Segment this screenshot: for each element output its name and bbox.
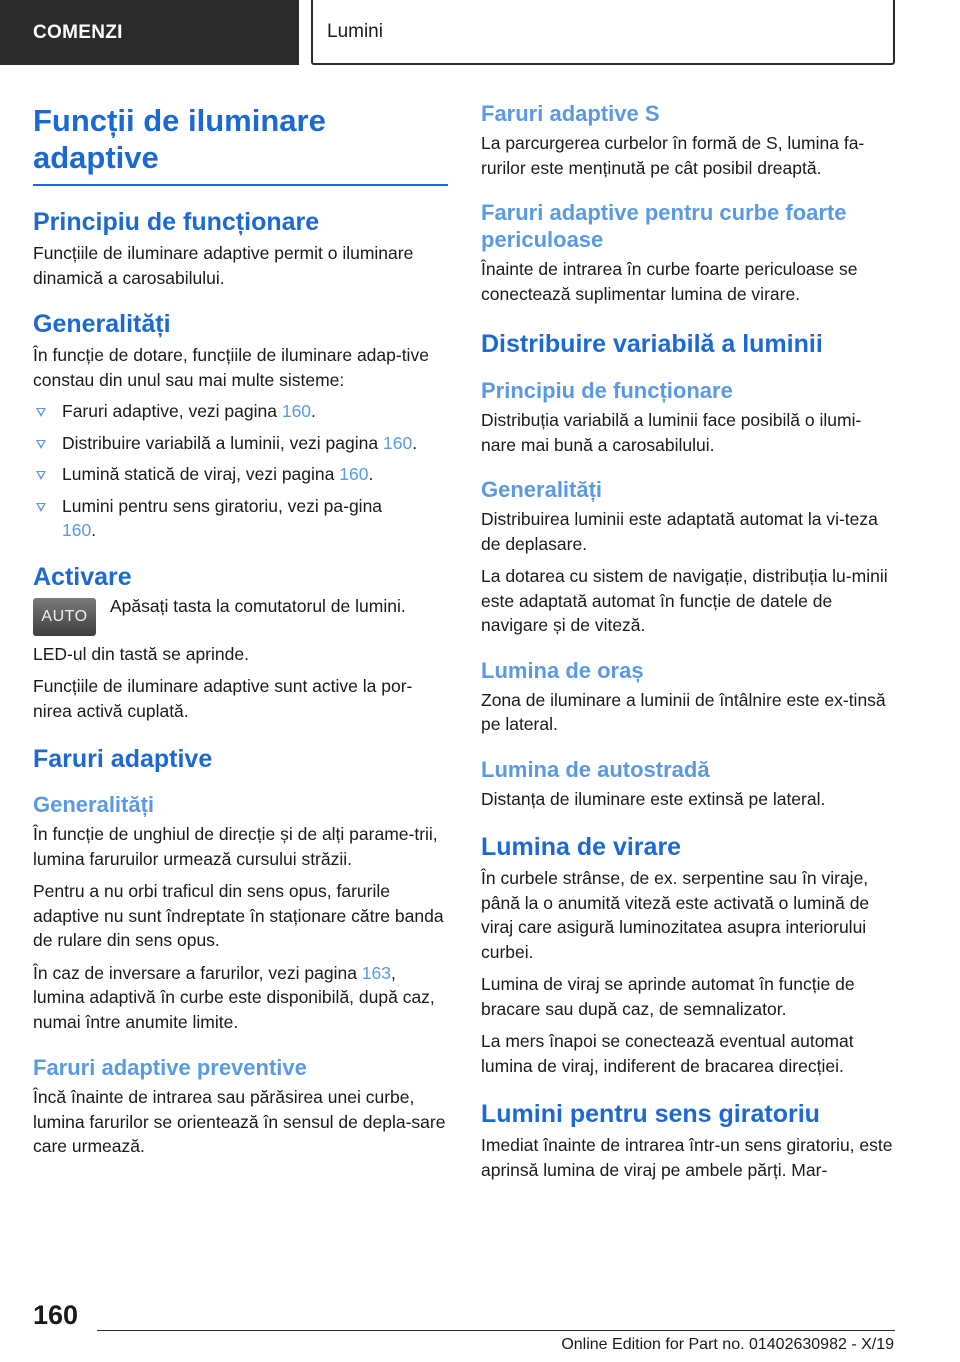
activare-heading: Activare — [33, 562, 132, 591]
page-number: 160 — [33, 1300, 79, 1330]
generalitati-text: În funcție de dotare, funcțiile de iluminare adap‐tive constau din unul sau mai multe sisteme: — [33, 345, 429, 390]
principiu-text: Funcțiile de iluminare adaptive permit o iluminare dinamică a carosabilului. — [33, 243, 414, 288]
distrib-gen-heading: Generalități — [481, 477, 603, 502]
faruri-gen-text2: Pentru a nu orbi traficul din sens opus, farurile adaptive nu sunt îndreptate în staționare către banda de rulare din sens opus. — [33, 881, 444, 950]
distrib-heading: Distribuire variabilă a luminii — [481, 330, 823, 358]
topic-tab — [311, 0, 895, 65]
giratoriu-text: Imediat înainte de intrarea într-un sens giratoriu, este aprinsă lumina de viraj pe ambele părți. Mar‐ — [481, 1135, 893, 1180]
section-tab — [0, 0, 299, 65]
autostrada-heading: Lumina de autostradă — [481, 756, 710, 782]
faruri-gen-heading: Generalități — [33, 792, 155, 817]
virare-heading: Lumina de virare — [481, 833, 682, 861]
triangle-bullet-icon — [36, 503, 46, 512]
list-item: Lumină statică de viraj, vezi pagina 160. — [33, 462, 448, 487]
autostrada-text: Distanța de iluminare este extinsă pe lateral. — [481, 788, 826, 809]
distrib-gen-text1: Distribuirea luminii este adaptată automat la vi‐teza de deplasare. — [481, 509, 878, 554]
preventive-heading: Faruri adaptive preventive — [33, 1055, 307, 1080]
list-item: Faruri adaptive, vezi pagina 160. — [33, 399, 448, 424]
page-link[interactable]: 163 — [361, 962, 391, 983]
activare-row — [33, 594, 448, 636]
footer-divider — [97, 1330, 895, 1331]
active-text: Funcțiile de iluminare adaptive sunt active la por‐nirea activă cuplată. — [33, 676, 413, 721]
edition-text: Online Edition for Part no. 01402630982 - X/19 — [561, 1336, 894, 1353]
led-text: LED-ul din tastă se aprinde. — [33, 643, 249, 664]
page-link[interactable]: 160 — [382, 432, 413, 453]
page-link[interactable]: 160 — [281, 401, 312, 421]
virare-text3: La mers înapoi se conectează eventual automat lumina de viraj, indiferent de bracarea direcției. — [481, 1031, 854, 1076]
auto-button-icon: AUTO — [33, 598, 96, 636]
oras-heading: Lumina de oraș — [481, 657, 644, 683]
curbe-text: Înainte de intrarea în curbe foarte periculoase se conectează suplimentar lumina de virare. — [481, 259, 858, 304]
right-column — [481, 100, 896, 1182]
s-text: La parcurgerea curbelor în formă de S, lumina fa‐rurilor este menținută pe cât posibil dreaptă. — [481, 133, 865, 178]
topic-label: Lumini — [327, 20, 383, 42]
distrib-principiu-text: Distribuția variabilă a luminii face posibilă o ilumi‐nare mai bună a carosabilului. — [481, 410, 862, 455]
virare-text2: Lumina de viraj se aprinde automat în funcție de bracare sau după caz, de semnalizator. — [481, 974, 855, 1019]
list-item: Lumini pentru sens giratoriu, vezi pa‐gina 160. — [33, 494, 392, 543]
giratoriu-heading: Lumini pentru sens giratoriu — [481, 1100, 820, 1128]
s-heading: Faruri adaptive S — [481, 101, 660, 126]
triangle-bullet-icon — [36, 471, 46, 480]
page-link[interactable]: 160 — [62, 520, 92, 540]
faruri-heading: Faruri adaptive — [33, 745, 213, 773]
principiu-heading: Principiu de funcționare — [33, 208, 320, 236]
triangle-bullet-icon — [36, 408, 46, 417]
faruri-gen-text3: În caz de inversare a farurilor, vezi pagina 163, lumina adaptivă în curbe este disponibilă, după caz, numai între anumite limite. — [33, 962, 435, 1032]
preventive-text: Încă înainte de intrarea sau părăsirea unei curbe, lumina farurilor se orientează în sensul de depla‐sare care urmează. — [33, 1087, 446, 1156]
systems-list — [33, 399, 448, 543]
activare-text: Apăsați tasta la comutatorul de lumini. — [110, 595, 406, 616]
left-column — [33, 96, 448, 1159]
distrib-principiu-heading: Principiu de funcționare — [481, 378, 733, 403]
curbe-heading: Faruri adaptive pentru curbe foarte periculoase — [481, 200, 847, 252]
section-label: COMENZI — [33, 21, 123, 43]
generalitati-heading: Generalități — [33, 310, 171, 338]
triangle-bullet-icon — [36, 440, 46, 449]
list-item: Distribuire variabilă a luminii, vezi pagina 160. — [33, 431, 448, 456]
page-title: Funcții de iluminare adaptive — [33, 102, 448, 186]
page-link[interactable]: 160 — [339, 464, 369, 484]
faruri-gen-text1: În funcție de unghiul de direcție și de alți parame‐trii, lumina faruruilor urmează cursului străzii. — [33, 824, 438, 869]
virare-text1: În curbele strânse, de ex. serpentine sau în viraje, până la o anumită viteză este activată o lumină de viraj care asigură luminozitatea asupra interiorului curbei. — [481, 868, 870, 962]
oras-text: Zona de iluminare a luminii de întâlnire este ex‐tinsă pe lateral. — [481, 689, 886, 734]
distrib-gen-text2: La dotarea cu sistem de navigație, distribuția lu‐minii este adaptată automat în funcție de datele de navigare și de viteză. — [481, 566, 888, 635]
